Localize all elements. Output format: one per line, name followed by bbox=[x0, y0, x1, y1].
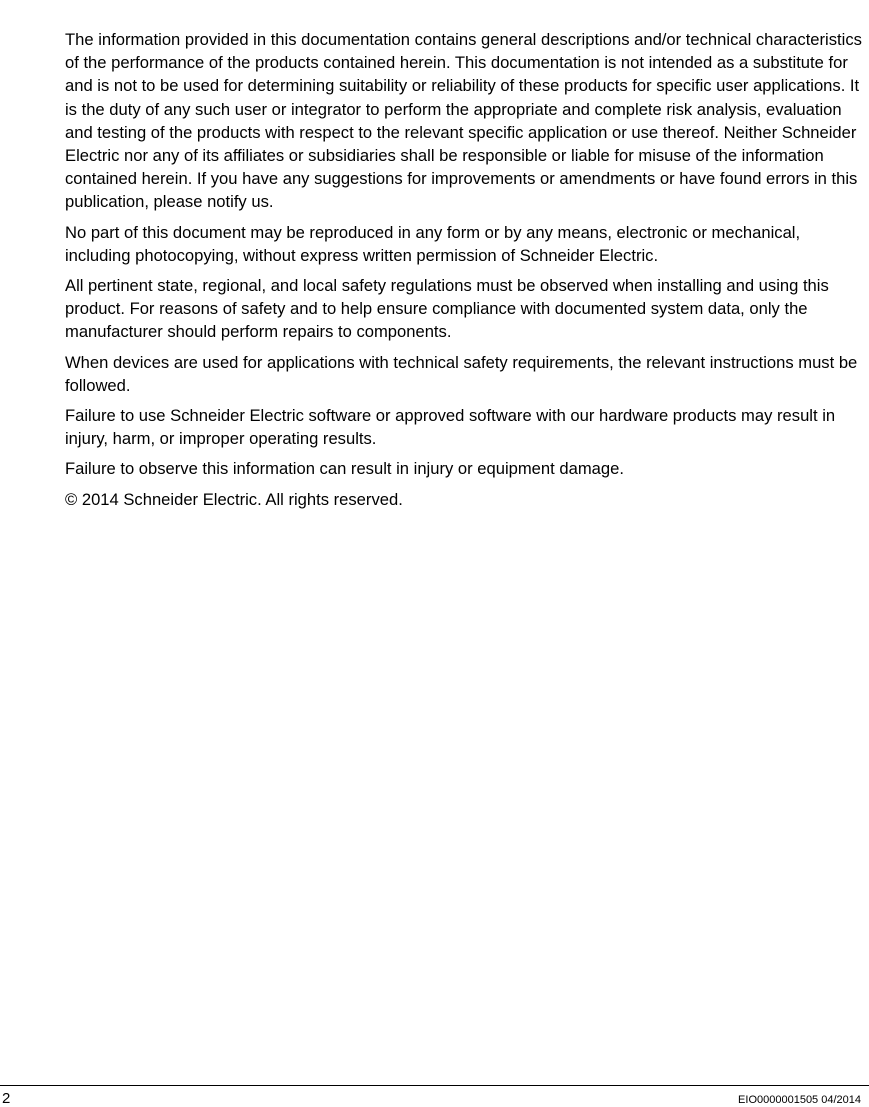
reproduction-notice-paragraph: No part of this document may be reproduced in any form or by any means, electronic or mechanical, including photocopying, without express written permission of Schneider Electric. bbox=[65, 222, 801, 265]
document-body bbox=[65, 28, 867, 518]
technical-safety-paragraph: When devices are used for applications with technical safety requirements, the relevant instructions must be followed. bbox=[65, 352, 858, 395]
disclaimer-paragraph: The information provided in this documentation contains general descriptions and/or technical characteristics of the performance of the products contained herein. This documentation is not intended as a substitute for and is not to be used for determining suitability or reliability of these products for specific user applications. It is the duty of any such user or integrator to perform the appropriate and complete risk analysis, evaluation and testing of the products with respect to the relevant specific application or use thereof. Neither Schneider Electric nor any of its affiliates or subsidiaries shall be responsible or liable for misuse of the information contained herein. If you have any suggestions for improvements or amendments or have found errors in this publication, please notify us. bbox=[65, 30, 862, 212]
footer-divider bbox=[0, 1085, 869, 1086]
safety-regulations-paragraph: All pertinent state, regional, and local safety regulations must be observed when installing and using this product. For reasons of safety and to help ensure compliance with documented system data, only the manufacturer should perform repairs to components. bbox=[65, 276, 829, 342]
document-reference: EIO0000001505 04/2014 bbox=[738, 1094, 861, 1106]
damage-warning-paragraph: Failure to observe this information can result in injury or equipment damage. bbox=[65, 459, 624, 479]
software-warning-paragraph: Failure to use Schneider Electric software or approved software with our hardware products may result in injury, harm, or improper operating results. bbox=[65, 406, 836, 449]
page-number: 2 bbox=[2, 1090, 11, 1107]
copyright-notice: © 2014 Schneider Electric. All rights reserved. bbox=[65, 489, 403, 509]
page-footer bbox=[0, 1091, 869, 1107]
